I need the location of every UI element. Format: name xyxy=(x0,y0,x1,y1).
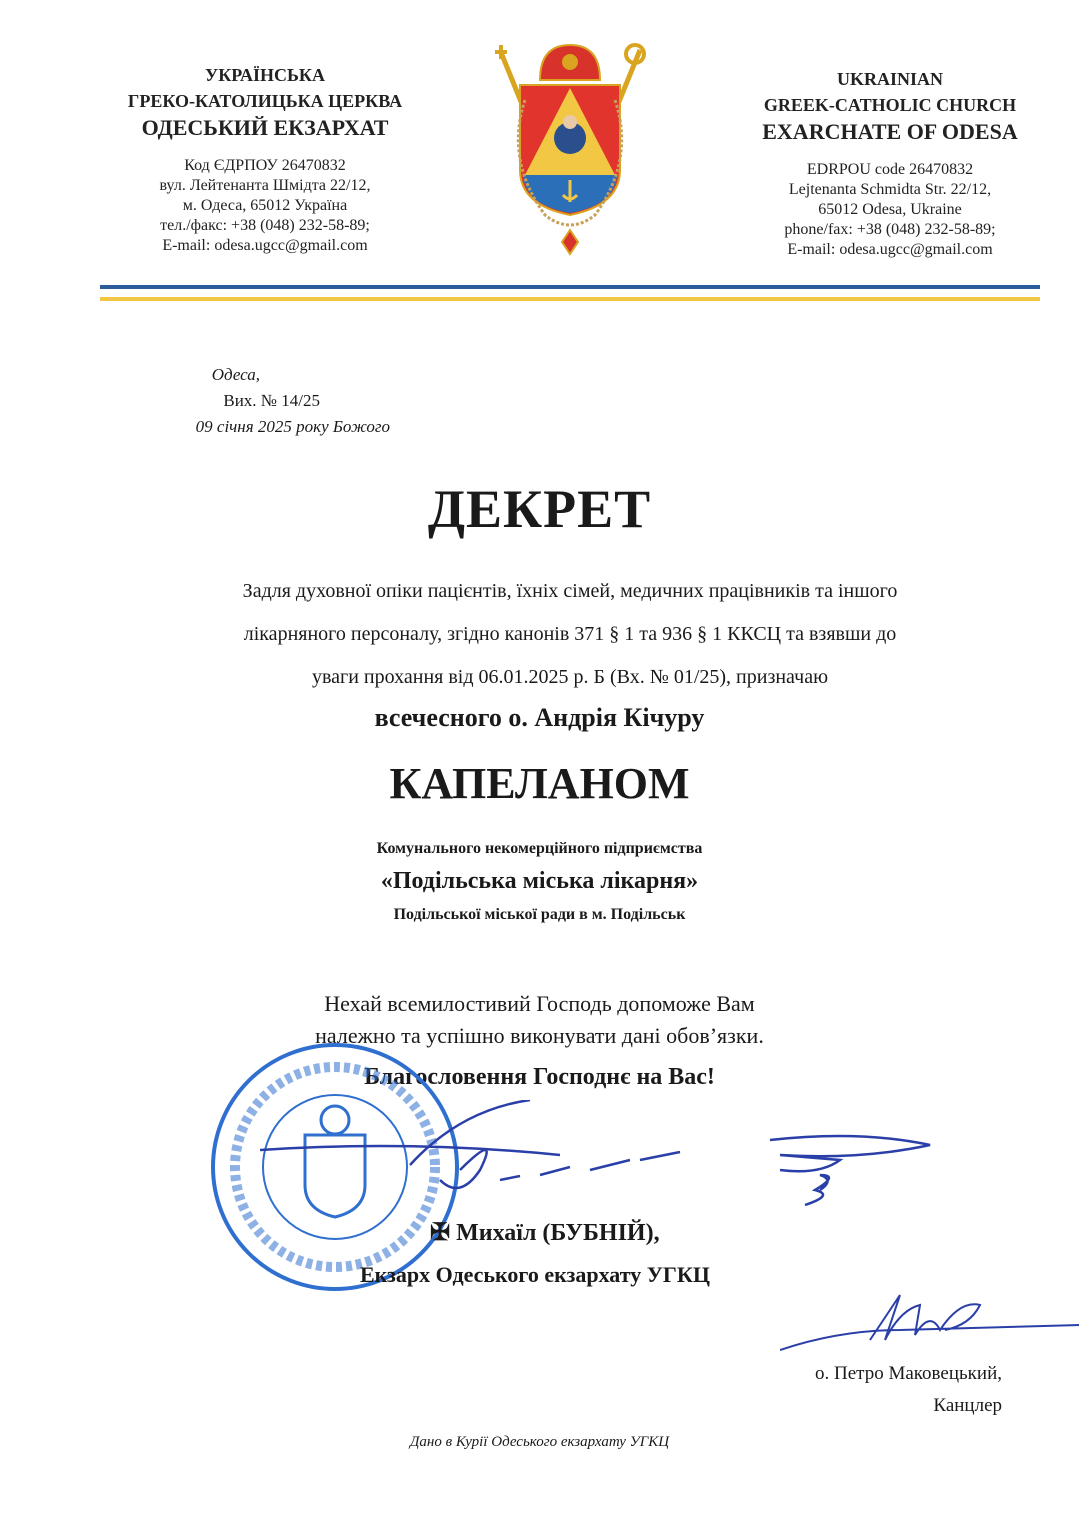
code: EDRPOU code 26470832 xyxy=(806,161,974,178)
blessing-closing: Благословення Господнє на Вас! xyxy=(364,1064,715,1090)
city: м. Одеса, 65012 Україна xyxy=(182,197,348,214)
church-name-line1: УКРАЇНСЬКА xyxy=(205,65,325,85)
code: Код ЄДРПОУ 26470832 xyxy=(184,157,346,174)
exarch-title: Екзарх Одеського екзархату УГКЦ xyxy=(360,1262,710,1287)
chancellor-block xyxy=(700,1358,1002,1422)
header-right xyxy=(735,66,1045,260)
coat-of-arms-logo xyxy=(485,40,655,265)
contact-block xyxy=(100,156,430,256)
place-city: Одеса, xyxy=(211,365,260,384)
exarch-name: ✠ Михаїл (БУБНІЙ), xyxy=(430,1220,660,1246)
blessing-text xyxy=(0,988,1079,1052)
chancellor-title: Канцлер xyxy=(933,1395,1002,1416)
header-left xyxy=(100,62,430,256)
divider-blue xyxy=(100,285,1040,289)
document-date: 09 січня 2025 року Божого xyxy=(195,417,390,436)
phone: тел./факс: +38 (048) 232-58-89; xyxy=(160,217,370,234)
outgoing-number: Вих. № 14/25 xyxy=(223,391,320,410)
chancellor-signature xyxy=(780,1290,1079,1360)
body-line: уваги прохання від 06.01.2025 р. Б (Вх. № 01/25), призначаю xyxy=(311,666,829,688)
decree-body xyxy=(130,570,1010,699)
exarch-signature xyxy=(260,1100,940,1220)
phone: phone/fax: +38 (048) 232-58-89; xyxy=(784,221,996,238)
exarchate-name: ОДЕСЬКИЙ ЕКЗАРХАТ xyxy=(141,115,389,140)
document-title: ДЕКРЕТ xyxy=(427,479,652,539)
exarchate-name-en: EXARCHATE OF ODESA xyxy=(762,119,1018,144)
blessing-line: Нехай всемилостивий Господь допоможе Вам xyxy=(324,991,755,1016)
body-line: Задля духовної опіки пацієнтів, їхніх сімей, медичних працівників та іншого xyxy=(242,580,898,602)
organization-name: «Подільська міська лікарня» xyxy=(380,868,699,894)
document-meta xyxy=(130,362,390,440)
church-name-line2: ГРЕКО-КАТОЛИЦЬКА ЦЕРКВА xyxy=(127,91,403,111)
street: вул. Лейтенанта Шмідта 22/12, xyxy=(159,177,371,194)
street: Lejtenanta Schmidta Str. 22/12, xyxy=(788,181,992,198)
body-line: лікарняного персоналу, згідно канонів 371 § 1 та 936 § 1 ККСЦ та взявши до xyxy=(243,623,897,645)
appointed-role: КАПЕЛАНОМ xyxy=(389,759,690,808)
given-at: Дано в Курії Одеського екзархату УГКЦ xyxy=(409,1434,670,1450)
appointee-name: всечесного о. Андрія Кічуру xyxy=(374,703,705,732)
organization-line3: Подільської міської ради в м. Подільськ xyxy=(393,906,686,923)
city: 65012 Odesa, Ukraine xyxy=(818,201,962,218)
chancellor-name: о. Петро Маковецький, xyxy=(815,1363,1002,1384)
email: E-mail: odesa.ugcc@gmail.com xyxy=(787,241,993,258)
blessing-line: належно та успішно виконувати дані обов’язки. xyxy=(315,1023,764,1048)
divider-yellow xyxy=(100,297,1040,301)
organization-line1: Комунального некомерційного підприємства xyxy=(376,840,703,857)
email: E-mail: odesa.ugcc@gmail.com xyxy=(162,237,368,254)
contact-block-en xyxy=(735,160,1045,260)
church-name-line2-en: GREEK-CATHOLIC CHURCH xyxy=(763,95,1017,115)
church-name-line1-en: UKRAINIAN xyxy=(836,69,943,89)
